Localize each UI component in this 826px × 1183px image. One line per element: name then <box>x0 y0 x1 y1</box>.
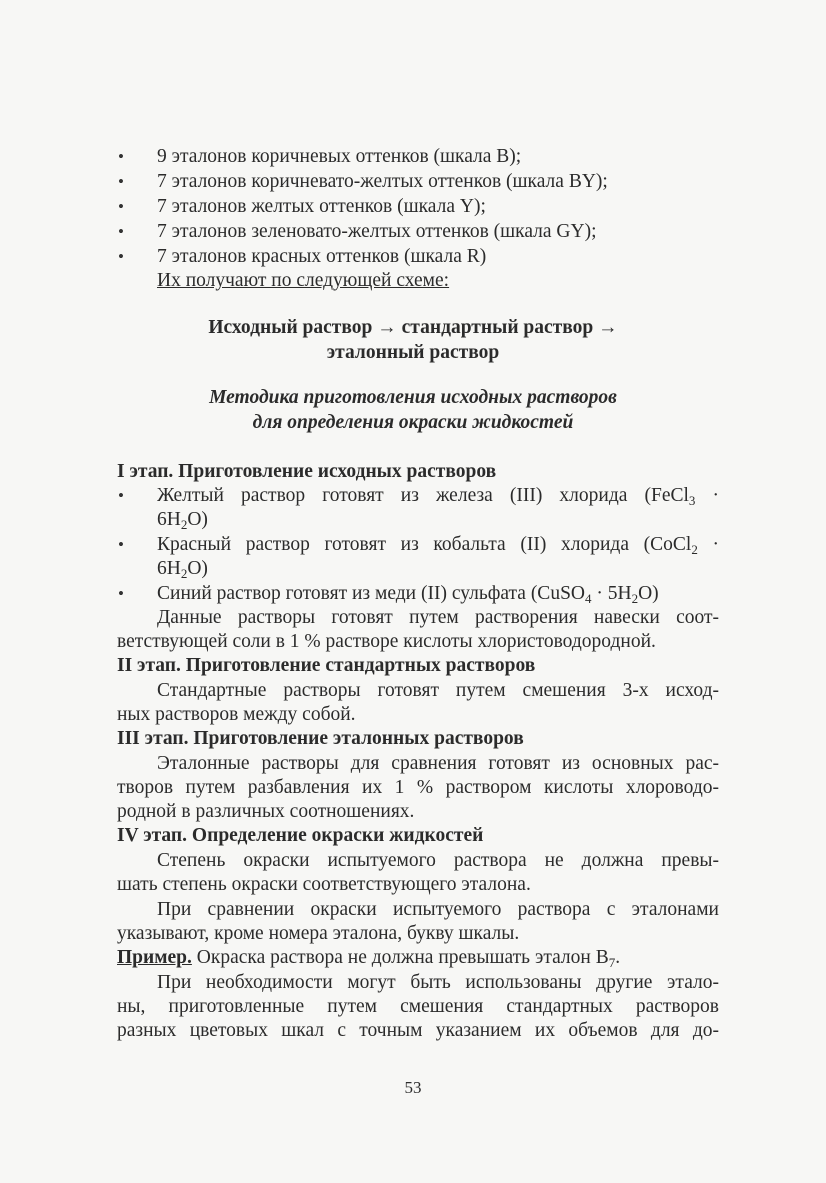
red-solution-formula-cont <box>157 557 208 581</box>
subscript: 2 <box>180 517 188 532</box>
list-item-b-scale: 9 эталонов коричневых оттенков (шкала В); <box>157 146 522 167</box>
red-solution-text: Красный раствор готовят из кобальта (II) хлорида (CoCl <box>157 534 692 555</box>
subscript: 7 <box>608 955 616 970</box>
bullet-marker: • <box>118 247 124 266</box>
subscript: 4 <box>585 591 592 606</box>
blue-solution-text: Синий раствор готовят из меди (II) сульфата (CuSO <box>157 583 585 604</box>
subscript: 2 <box>180 566 188 581</box>
subscript: 3 <box>688 493 696 508</box>
punctuation: . <box>615 947 621 968</box>
formula-part: O) <box>187 558 208 579</box>
method-title-line-1: Методика приготовления исходных растворов <box>209 387 617 408</box>
bullet-marker: • <box>118 222 124 241</box>
list-item-y-scale: 7 эталонов желтых оттенков (шкала Y); <box>157 196 486 217</box>
scheme-line-2: эталонный раствор <box>326 342 500 363</box>
stage-3-line-3: родной в различных соотношениях. <box>117 801 415 822</box>
stage-4-p1-line-2: шать степень окраски соответствующего эталона. <box>117 874 531 895</box>
stage-3-line-2: творов путем разбавления их 1 % раствором кислоты хлороводо- <box>117 777 719 798</box>
formula-part: O) <box>187 509 208 530</box>
stage-1-heading: I этап. Приготовление исходных растворов <box>117 461 497 482</box>
yellow-solution-line <box>157 484 719 508</box>
stage-4-p3-line-1: При необходимости могут быть использованы другие этало- <box>157 972 719 993</box>
page-number: 53 <box>404 1078 422 1097</box>
stage-2-line-2: ных растворов между собой. <box>117 704 356 725</box>
stage-4-p3-line-3: разных цветовых шкал с точным указанием их объемов для до- <box>117 1020 719 1041</box>
scheme-line-1: Исходный раствор → стандартный раствор → <box>208 317 618 338</box>
stage-1-para-line-1: Данные растворы готовят путем растворения навески соот- <box>157 607 719 628</box>
stage-1-para-line-2: ветствующей соли в 1 % растворе кислоты хлористоводородной. <box>117 631 656 652</box>
stage-2-line-1: Стандартные растворы готовят путем смешения 3-х исход- <box>157 680 719 701</box>
bullet-marker: • <box>118 486 124 505</box>
formula-part: 6H <box>157 509 181 530</box>
stage-4-p2-line-2: указывают, кроме номера эталона, букву шкалы. <box>117 923 520 944</box>
red-solution-line <box>157 533 719 557</box>
example-label: Пример. <box>117 947 192 968</box>
stage-4-p1-line-1: Степень окраски испытуемого раствора не должна превы- <box>157 850 719 871</box>
yellow-solution-formula-cont <box>157 508 208 532</box>
bullet-marker: • <box>118 535 124 554</box>
example-line <box>117 946 620 970</box>
example-text: Окраска раствора не должна превышать эталон В <box>191 947 609 968</box>
bullet-marker: • <box>118 172 124 191</box>
stage-3-line-1: Эталонные растворы для сравнения готовят из основных рас- <box>157 753 719 774</box>
subscript: 2 <box>631 591 639 606</box>
stage-3-heading: III этап. Приготовление эталонных растворов <box>117 728 524 749</box>
list-item-by-scale: 7 эталонов коричневато-желтых оттенков (шкала BY); <box>157 171 608 192</box>
formula-part: 6H <box>157 558 181 579</box>
bullet-marker: • <box>118 197 124 216</box>
list-item-r-scale: 7 эталонов красных оттенков (шкала R) <box>157 246 487 267</box>
scheme-intro: Их получают по следующей схеме: <box>157 270 450 291</box>
bullet-marker: • <box>118 147 124 166</box>
stage-4-p3-line-2: ны, приготовленные путем смешения стандартных растворов <box>117 996 719 1017</box>
formula-part: · 5H <box>591 583 632 604</box>
method-title-line-2: для определения окраски жидкостей <box>252 412 574 433</box>
blue-solution-line <box>157 582 659 606</box>
subscript: 2 <box>691 542 698 557</box>
stage-4-heading: IV этап. Определение окраски жидкостей <box>117 825 484 846</box>
stage-2-heading: II этап. Приготовление стандартных растворов <box>117 655 536 676</box>
dot-operator: · <box>697 534 719 555</box>
formula-part: O) <box>638 583 659 604</box>
bullet-marker: • <box>118 584 124 603</box>
dot-operator: · <box>695 485 719 506</box>
yellow-solution-text: Желтый раствор готовят из железа (III) хлорида (FeCl <box>157 485 689 506</box>
list-item-gy-scale: 7 эталонов зеленовато-желтых оттенков (шкала GY); <box>157 221 597 242</box>
stage-4-p2-line-1: При сравнении окраски испытуемого раствора с эталонами <box>157 899 719 920</box>
